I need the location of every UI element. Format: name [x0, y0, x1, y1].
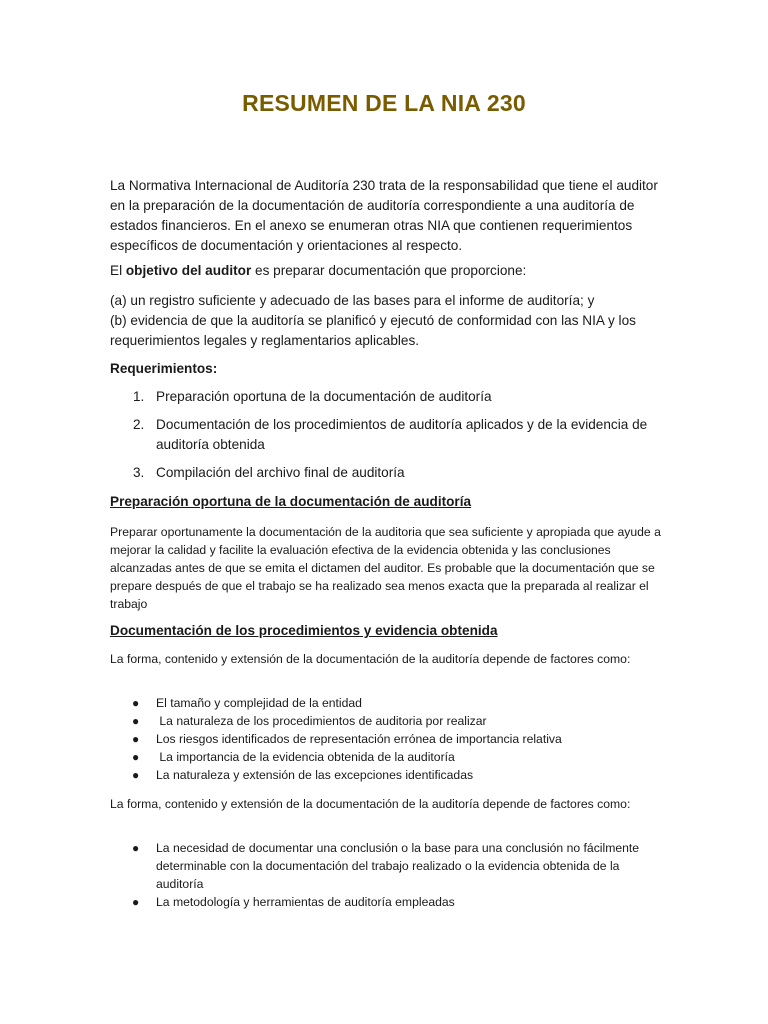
- intro-paragraph: La Normativa Internacional de Auditoría 230 trata de la responsabilidad que tiene el auditor en la preparación de la documentación de auditoría correspondiente a una auditoría de estados financieros. En el anexo se enumeran otras NIA que contienen requerimientos específicos de documentación y orientaciones al respecto.: [110, 178, 658, 253]
- requirement-item: [110, 387, 665, 407]
- section1-paragraph: Preparar oportunamente la documentación de la auditoria que sea suficiente y apropiada que ayude a mejorar la calidad y facilite la evaluación efectiva de la evidencia obtenida y las conclusiones alcanzadas antes de que se emita el dictamen del auditor. Es probable que la documentación que se prepare después de que el trabajo se ha realizado sea menos exacta que la preparada al realizar el trabajo: [110, 525, 661, 611]
- requirement-text: Preparación oportuna de la documentación de auditoría: [156, 389, 492, 404]
- list-item-text: La naturaleza y extensión de las excepciones identificadas: [156, 768, 474, 782]
- list-item: [110, 893, 665, 911]
- objective-item-b: (b) evidencia de que la auditoría se planificó y ejecutó de conformidad con las NIA y los requerimientos legales y reglamentarios aplicables.: [110, 313, 636, 348]
- list-item: [110, 839, 665, 893]
- requirements-list: [110, 387, 665, 491]
- list-item-text: La metodología y herramientas de auditoría empleadas: [156, 895, 455, 909]
- section2-heading: Documentación de los procedimientos y evidencia obtenida: [110, 623, 498, 638]
- section1-heading: Preparación oportuna de la documentación de auditoría: [110, 494, 472, 509]
- requirement-number: 2.: [133, 417, 145, 432]
- bullet-icon: ●: [132, 714, 140, 728]
- requirement-item: [110, 415, 665, 455]
- objective-item-a: (a) un registro suficiente y adecuado de las bases para el informe de auditoría; y: [110, 293, 595, 308]
- list-item-text: La importancia de la evidencia obtenida de la auditoría: [156, 750, 455, 764]
- requirement-text: Documentación de los procedimientos de auditoría aplicados y de la evidencia de auditoría obtenida: [156, 417, 648, 452]
- section2-intro-2: La forma, contenido y extensión de la documentación de la auditoría depende de factores como:: [110, 797, 631, 811]
- bullet-icon: ●: [132, 841, 140, 855]
- objective-prefix: El: [110, 263, 126, 278]
- objective-suffix: es preparar documentación que proporcione:: [251, 263, 527, 278]
- factors-list-1: [110, 694, 665, 784]
- section2-intro-1: La forma, contenido y extensión de la documentación de la auditoría depende de factores como:: [110, 652, 631, 666]
- requirement-text: Compilación del archivo final de auditoría: [156, 465, 405, 480]
- requirements-heading: Requerimientos:: [110, 361, 218, 376]
- list-item: [110, 694, 665, 712]
- requirement-item: [110, 463, 665, 483]
- objective-bold: objetivo del auditor: [125, 263, 252, 278]
- document-title: RESUMEN DE LA NIA 230: [242, 90, 526, 116]
- bullet-icon: ●: [132, 895, 140, 909]
- list-item: [110, 766, 665, 784]
- list-item: [110, 712, 665, 730]
- bullet-icon: ●: [132, 750, 140, 764]
- list-item: [110, 748, 665, 766]
- requirement-number: 1.: [133, 389, 145, 404]
- list-item: [110, 730, 665, 748]
- bullet-icon: ●: [132, 768, 140, 782]
- list-item-text: El tamaño y complejidad de la entidad: [156, 696, 362, 710]
- objective-paragraph: [110, 261, 665, 281]
- list-item-text: La naturaleza de los procedimientos de auditoria por realizar: [156, 714, 487, 728]
- list-item-text: Los riesgos identificados de representación errónea de importancia relativa: [156, 732, 562, 746]
- bullet-icon: ●: [132, 696, 140, 710]
- requirement-number: 3.: [133, 465, 145, 480]
- bullet-icon: ●: [132, 732, 140, 746]
- list-item-text: La necesidad de documentar una conclusión o la base para una conclusión no fácilmente determinable con la documentación del trabajo realizado o la evidencia obtenida de la auditoría: [156, 841, 640, 891]
- factors-list-2: [110, 839, 665, 911]
